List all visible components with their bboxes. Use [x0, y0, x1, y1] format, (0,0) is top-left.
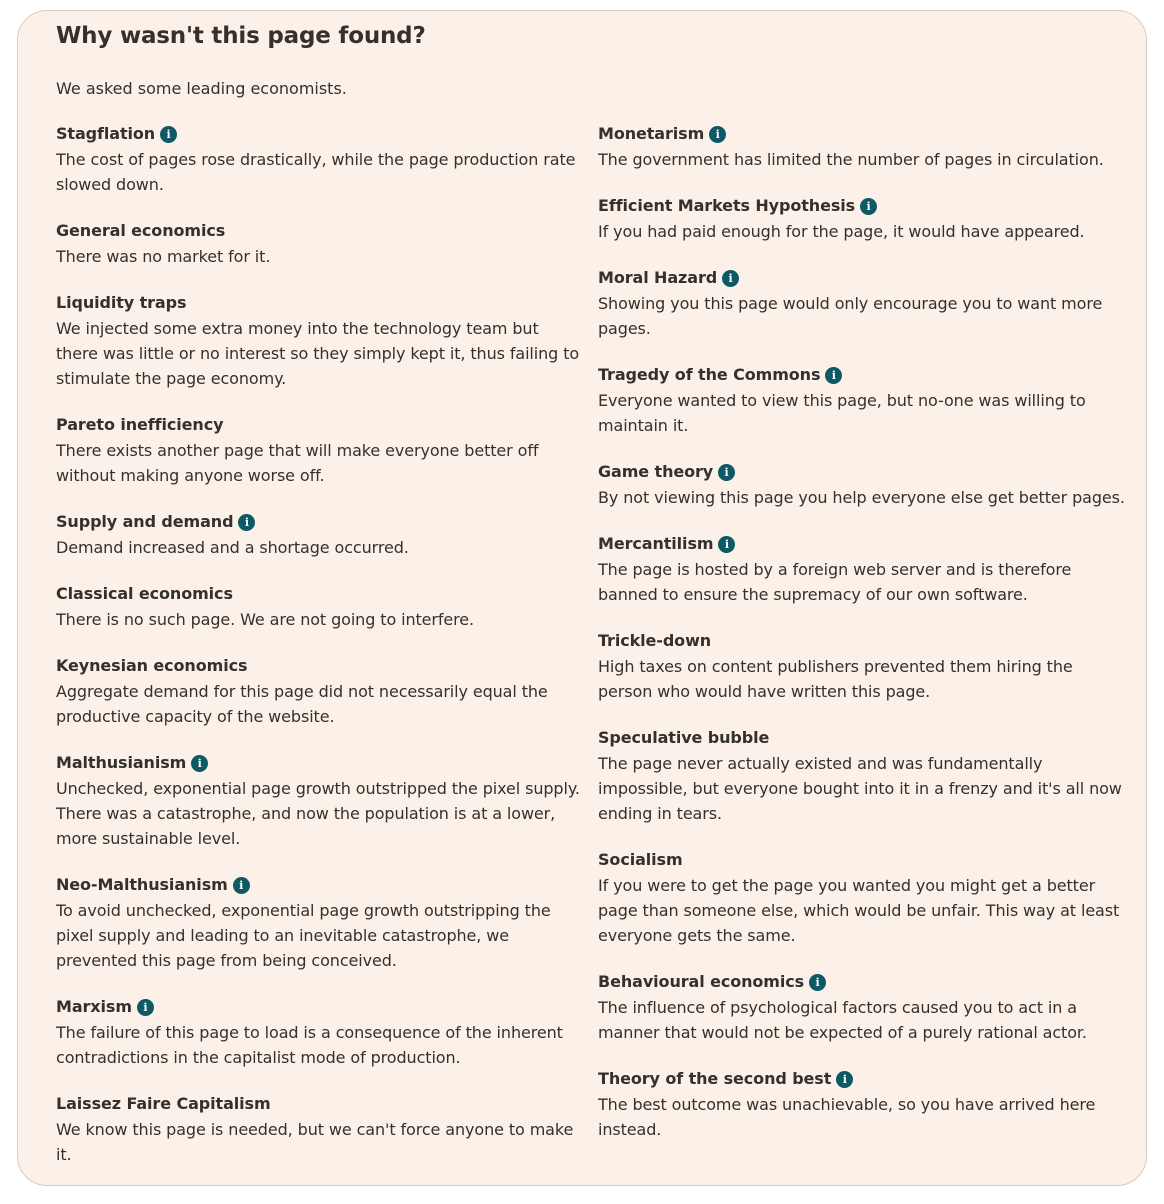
explanation-item	[56, 412, 584, 488]
explanation-text: The page never actually existed and was fundamentally impossible, but everyone bought into it in a frenzy and it's all now ending in tears.	[598, 754, 1122, 823]
info-icon[interactable]: i	[825, 367, 842, 384]
explanation-text: We injected some extra money into the technology team but there was little or no interest so they simply kept it, thus failing to stimulate the page economy.	[56, 319, 580, 388]
explanation-item	[598, 121, 1126, 172]
explanation-text: There was no market for it.	[56, 247, 271, 266]
info-icon[interactable]: i	[191, 755, 208, 772]
explanation-heading	[56, 581, 584, 607]
info-icon[interactable]: i	[233, 877, 250, 894]
explanation-title: Game theory	[598, 462, 714, 481]
explanation-heading	[56, 290, 584, 316]
explanation-item	[598, 1066, 1126, 1142]
explanation-heading	[598, 1066, 1126, 1092]
not-found-card	[17, 10, 1147, 1186]
explanation-heading	[598, 969, 1126, 995]
explanation-text: The influence of psychological factors caused you to act in a manner that would not be expected of a purely rational actor.	[598, 998, 1087, 1042]
explanation-text: The cost of pages rose drastically, while the page production rate slowed down.	[56, 150, 576, 194]
explanation-text: High taxes on content publishers prevented them hiring the person who would have written this page.	[598, 657, 1073, 701]
explanation-item	[56, 290, 584, 391]
explanation-text: Showing you this page would only encourage you to want more pages.	[598, 294, 1103, 338]
info-icon[interactable]: i	[137, 999, 154, 1016]
explanation-text: The page is hosted by a foreign web server and is therefore banned to ensure the supremacy of our own software.	[598, 560, 1072, 604]
explanation-heading	[598, 362, 1126, 388]
right-column	[598, 121, 1126, 1163]
info-icon[interactable]: i	[718, 464, 735, 481]
explanation-text: Unchecked, exponential page growth outstripped the pixel supply. There was a catastrophe, and now the population is at a lower, more sustainable level.	[56, 779, 580, 848]
explanation-heading	[598, 531, 1126, 557]
explanation-title: Malthusianism	[56, 753, 187, 772]
explanation-item	[56, 581, 584, 632]
explanation-text: There exists another page that will make everyone better off without making anyone worse off.	[56, 441, 539, 485]
explanation-heading	[598, 459, 1126, 485]
left-column	[56, 121, 584, 1188]
explanation-title: Trickle-down	[598, 631, 712, 650]
explanation-text: We know this page is needed, but we can't force anyone to make it.	[56, 1120, 574, 1164]
info-icon[interactable]: i	[238, 514, 255, 531]
explanation-heading	[56, 994, 584, 1020]
explanation-item	[56, 121, 584, 197]
explanation-title: Tragedy of the Commons	[598, 365, 821, 384]
explanation-text: The government has limited the number of pages in circulation.	[598, 150, 1104, 169]
intro-text: We asked some leading economists.	[56, 79, 347, 98]
explanation-title: Socialism	[598, 850, 683, 869]
explanation-heading	[598, 628, 1126, 654]
explanation-heading	[56, 509, 584, 535]
explanation-title: Behavioural economics	[598, 972, 805, 991]
explanation-item	[598, 265, 1126, 341]
explanation-heading	[598, 847, 1126, 873]
info-icon[interactable]: i	[860, 198, 877, 215]
explanation-title: Classical economics	[56, 584, 233, 603]
explanation-heading	[56, 653, 584, 679]
explanation-item	[598, 969, 1126, 1045]
explanation-title: Theory of the second best	[598, 1069, 832, 1088]
explanation-item	[56, 509, 584, 560]
explanation-heading	[56, 872, 584, 898]
explanation-text: If you were to get the page you wanted you might get a better page than someone else, which would be unfair. This way at least everyone gets the same.	[598, 876, 1120, 945]
explanation-text: The best outcome was unachievable, so you have arrived here instead.	[598, 1095, 1096, 1139]
explanation-heading	[56, 750, 584, 776]
info-icon[interactable]: i	[718, 536, 735, 553]
explanation-title: Pareto inefficiency	[56, 415, 224, 434]
explanation-item	[56, 872, 584, 973]
explanation-title: Mercantilism	[598, 534, 714, 553]
explanation-heading	[56, 1091, 584, 1117]
explanation-heading	[56, 121, 584, 147]
explanation-item	[598, 725, 1126, 826]
info-icon[interactable]: i	[836, 1071, 853, 1088]
explanation-title: Keynesian economics	[56, 656, 248, 675]
explanation-title: Efficient Markets Hypothesis	[598, 196, 856, 215]
explanation-heading	[598, 121, 1126, 147]
explanation-item	[598, 362, 1126, 438]
explanation-title: Moral Hazard	[598, 268, 718, 287]
explanation-heading	[598, 725, 1126, 751]
explanation-text: Demand increased and a shortage occurred.	[56, 538, 409, 557]
page-title: Why wasn't this page found?	[56, 23, 426, 49]
explanation-item	[56, 750, 584, 851]
explanation-item	[598, 628, 1126, 704]
explanation-title: Speculative bubble	[598, 728, 770, 747]
explanation-heading	[598, 193, 1126, 219]
explanation-title: Supply and demand	[56, 512, 234, 531]
explanation-title: General economics	[56, 221, 226, 240]
explanation-heading	[598, 265, 1126, 291]
explanation-text: The failure of this page to load is a consequence of the inherent contradictions in the capitalist mode of production.	[56, 1023, 563, 1067]
explanation-item	[56, 218, 584, 269]
info-icon[interactable]: i	[160, 126, 177, 143]
explanation-title: Laissez Faire Capitalism	[56, 1094, 271, 1113]
explanation-text: Everyone wanted to view this page, but no-one was willing to maintain it.	[598, 391, 1086, 435]
explanation-item	[56, 653, 584, 729]
info-icon[interactable]: i	[709, 126, 726, 143]
explanation-item	[598, 531, 1126, 607]
explanation-text: To avoid unchecked, exponential page growth outstripping the pixel supply and leading to an inevitable catastrophe, we prevented this page from being conceived.	[56, 901, 551, 970]
explanation-text: There is no such page. We are not going to interfere.	[56, 610, 475, 629]
explanation-title: Monetarism	[598, 124, 705, 143]
info-icon[interactable]: i	[722, 270, 739, 287]
explanation-item	[56, 1091, 584, 1167]
explanation-text: Aggregate demand for this page did not necessarily equal the productive capacity of the website.	[56, 682, 548, 726]
explanation-title: Liquidity traps	[56, 293, 187, 312]
explanation-item	[598, 193, 1126, 244]
explanation-title: Stagflation	[56, 124, 156, 143]
explanation-text: By not viewing this page you help everyone else get better pages.	[598, 488, 1125, 507]
explanation-heading	[56, 412, 584, 438]
explanation-title: Marxism	[56, 997, 132, 1016]
explanation-title: Neo-Malthusianism	[56, 875, 228, 894]
info-icon[interactable]: i	[809, 974, 826, 991]
explanation-heading	[56, 218, 584, 244]
explanation-text: If you had paid enough for the page, it would have appeared.	[598, 222, 1085, 241]
explanation-item	[56, 994, 584, 1070]
explanation-item	[598, 459, 1126, 510]
explanation-item	[598, 847, 1126, 948]
